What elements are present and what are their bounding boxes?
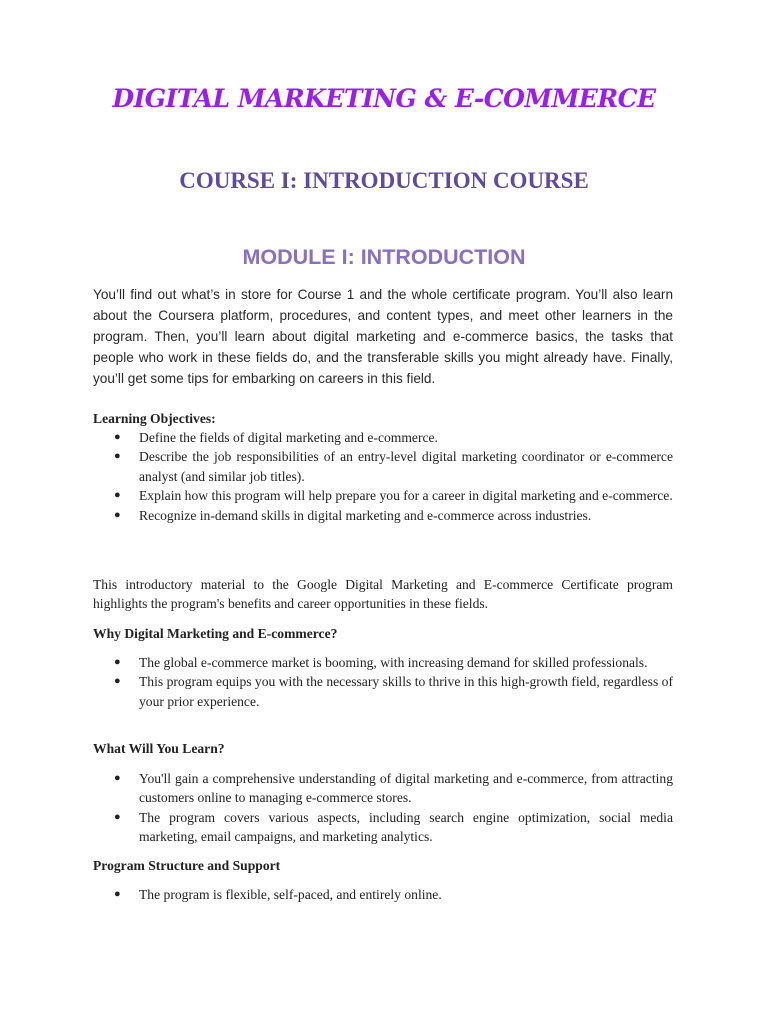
bullet-icon: ● <box>114 508 121 521</box>
bullet-icon: ● <box>114 656 121 668</box>
list-item: ● Recognize in-demand skills in digital marketing and e-commerce across industries. <box>93 506 673 525</box>
bullet-icon: ● <box>114 450 121 463</box>
overview-paragraph: This introductory material to the Google Digital Marketing and E-commerce Certificate program highlights the program's benefits and career opportunities in these fields. <box>93 577 673 612</box>
bullet-icon: ● <box>114 431 121 443</box>
learn-list <box>93 769 673 847</box>
why-list <box>93 653 673 711</box>
list-item: ● Explain how this program will help prepare you for a career in digital marketing and e-commerce. <box>93 486 673 505</box>
course-title: COURSE I: INTRODUCTION COURSE <box>179 168 589 193</box>
list-item: ● The global e-commerce market is booming, with increasing demand for skilled professionals. <box>93 653 673 672</box>
learn-heading: What Will You Learn? <box>93 741 225 756</box>
list-item: ● You'll gain a comprehensive understanding of digital marketing and e-commerce, from attracting customers online to managing e-commerce stores. <box>114 771 673 806</box>
module-title: MODULE I: INTRODUCTION <box>242 245 526 269</box>
learning-objectives-list <box>93 428 673 525</box>
bullet-icon: ● <box>114 810 121 823</box>
structure-heading: Program Structure and Support <box>93 858 281 873</box>
learning-objectives-heading: Learning Objectives: <box>93 411 216 426</box>
structure-list <box>93 885 673 904</box>
list-item: ● The program covers various aspects, including search engine optimization, social media marketing, email campaigns, and marketing analytics. <box>114 809 673 845</box>
bullet-icon: ● <box>114 675 121 688</box>
list-item: ● This program equips you with the necessary skills to thrive in this high-growth field, regardless of your prior experience. <box>114 674 673 709</box>
why-heading: Why Digital Marketing and E-commerce? <box>93 626 338 641</box>
bullet-icon: ● <box>114 489 121 502</box>
list-item: ● The program is flexible, self-paced, and entirely online. <box>93 885 673 904</box>
list-item: ● Define the fields of digital marketing and e-commerce. <box>93 428 673 447</box>
document-title: DIGITAL MARKETING & E-COMMERCE <box>112 84 656 113</box>
bullet-icon: ● <box>114 772 121 784</box>
bullet-icon: ● <box>114 888 121 900</box>
intro-paragraph: You’ll find out what’s in store for Course 1 and the whole certificate program. You’ll also learn about the Coursera platform, procedures, and content types, and meet other learners in the program. Then, you’ll learn about digital marketing and e-commerce basics, the tasks that people who work in these fields do, and the transferable skills you might already have. Finally, you’ll get some tips for embarking on careers in this field. <box>93 287 673 386</box>
list-item: ● Describe the job responsibilities of an entry-level digital marketing coordinator or e-commerce analyst (and similar job titles). <box>114 449 673 484</box>
